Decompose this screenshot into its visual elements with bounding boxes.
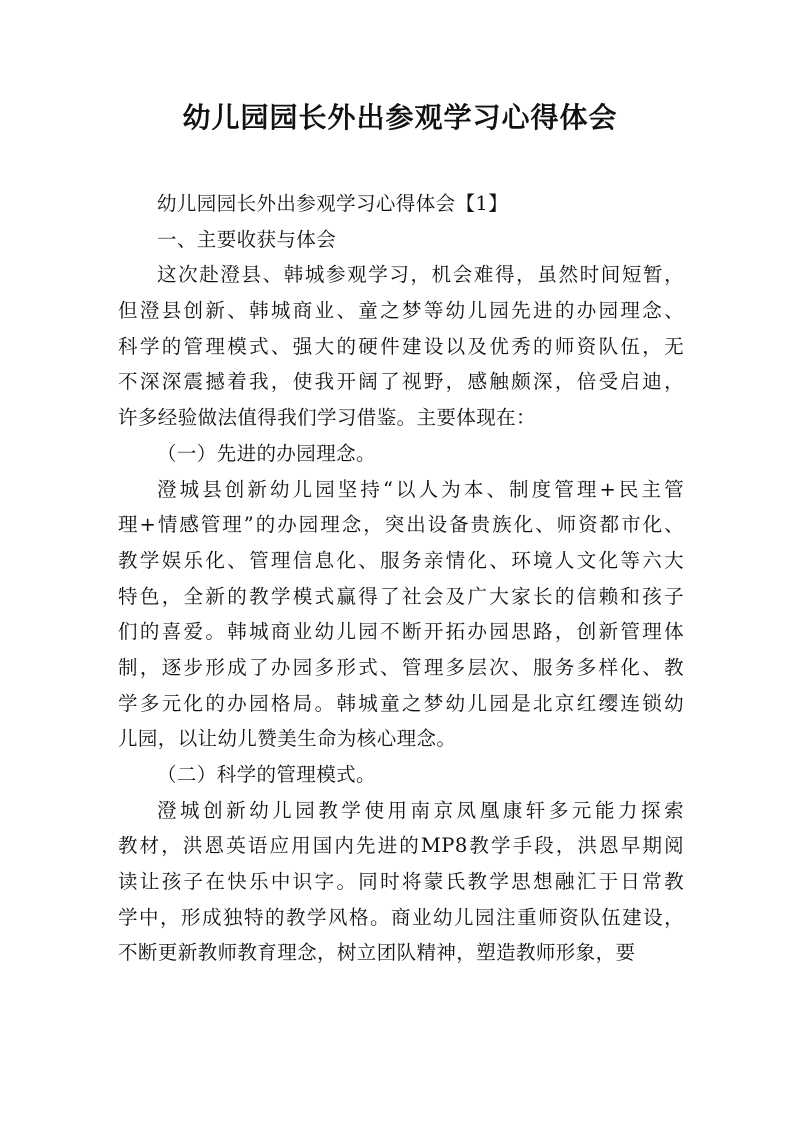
text-line: 科学的管理模式、强大的硬件建设以及优秀的师资队伍，无 bbox=[118, 334, 684, 358]
text-line: 但澄县创新、韩城商业、童之梦等幼儿园先进的办园理念、 bbox=[118, 299, 684, 323]
text-line: 儿园，以让幼儿赞美生命为核心理念。 bbox=[118, 727, 457, 751]
text-line: 不深深震撼着我，使我开阔了视野，感触颇深，倍受启迪， bbox=[118, 370, 684, 394]
text-line: 理+情感管理”的办园理念，突出设备贵族化、师资都市化、 bbox=[118, 513, 684, 537]
text-line: 读让孩子在快乐中识字。同时将蒙氏教学思想融汇于日常教 bbox=[118, 870, 684, 894]
body-paragraph bbox=[118, 793, 684, 971]
document-body bbox=[118, 186, 684, 971]
section-heading bbox=[118, 436, 684, 472]
text-line: 们的喜爱。韩城商业幼儿园不断开拓办园思路，创新管理体 bbox=[118, 620, 684, 644]
body-paragraph bbox=[118, 257, 684, 435]
text-line: 澄城创新幼儿园教学使用南京凤凰康轩多元能力探索 bbox=[157, 798, 684, 822]
body-paragraph bbox=[118, 472, 684, 758]
section-heading bbox=[118, 757, 684, 793]
text-line: 许多经验做法值得我们学习借鉴。主要体现在： bbox=[118, 406, 536, 430]
text-line: 澄城县创新幼儿园坚持“以人为本、制度管理+民主管 bbox=[157, 477, 684, 501]
text-line: 这次赴澄县、韩城参观学习，机会难得，虽然时间短暂， bbox=[157, 263, 684, 287]
text-line: 不断更新教师教育理念，树立团队精神，塑造教师形象，要 bbox=[118, 941, 636, 965]
text-line: （二）科学的管理模式。 bbox=[157, 763, 376, 786]
text-line: 制，逐步形成了办园多形式、管理多层次、服务多样化、教 bbox=[118, 655, 684, 679]
text-line: 一、主要收获与体会 bbox=[157, 227, 337, 251]
text-line: 特色，全新的教学模式赢得了社会及广大家长的信赖和孩子 bbox=[118, 584, 684, 608]
text-line: （一）先进的办园理念。 bbox=[157, 441, 376, 465]
section-heading bbox=[118, 186, 684, 222]
document-title: 幼儿园园长外出参观学习心得体会 bbox=[182, 101, 618, 134]
section-heading bbox=[118, 222, 684, 258]
text-line: 幼儿园园长外出参观学习心得体会【1】 bbox=[157, 192, 509, 215]
text-line: 学多元化的办园格局。韩城童之梦幼儿园是北京红缨连锁幼 bbox=[118, 691, 684, 715]
text-line: 教学娱乐化、管理信息化、服务亲情化、环境人文化等六大 bbox=[118, 548, 684, 572]
text-line: 教材，洪恩英语应用国内先进的MP8教学手段，洪恩早期阅 bbox=[118, 834, 684, 858]
text-line: 学中，形成独特的教学风格。商业幼儿园注重师资队伍建设， bbox=[118, 905, 684, 929]
